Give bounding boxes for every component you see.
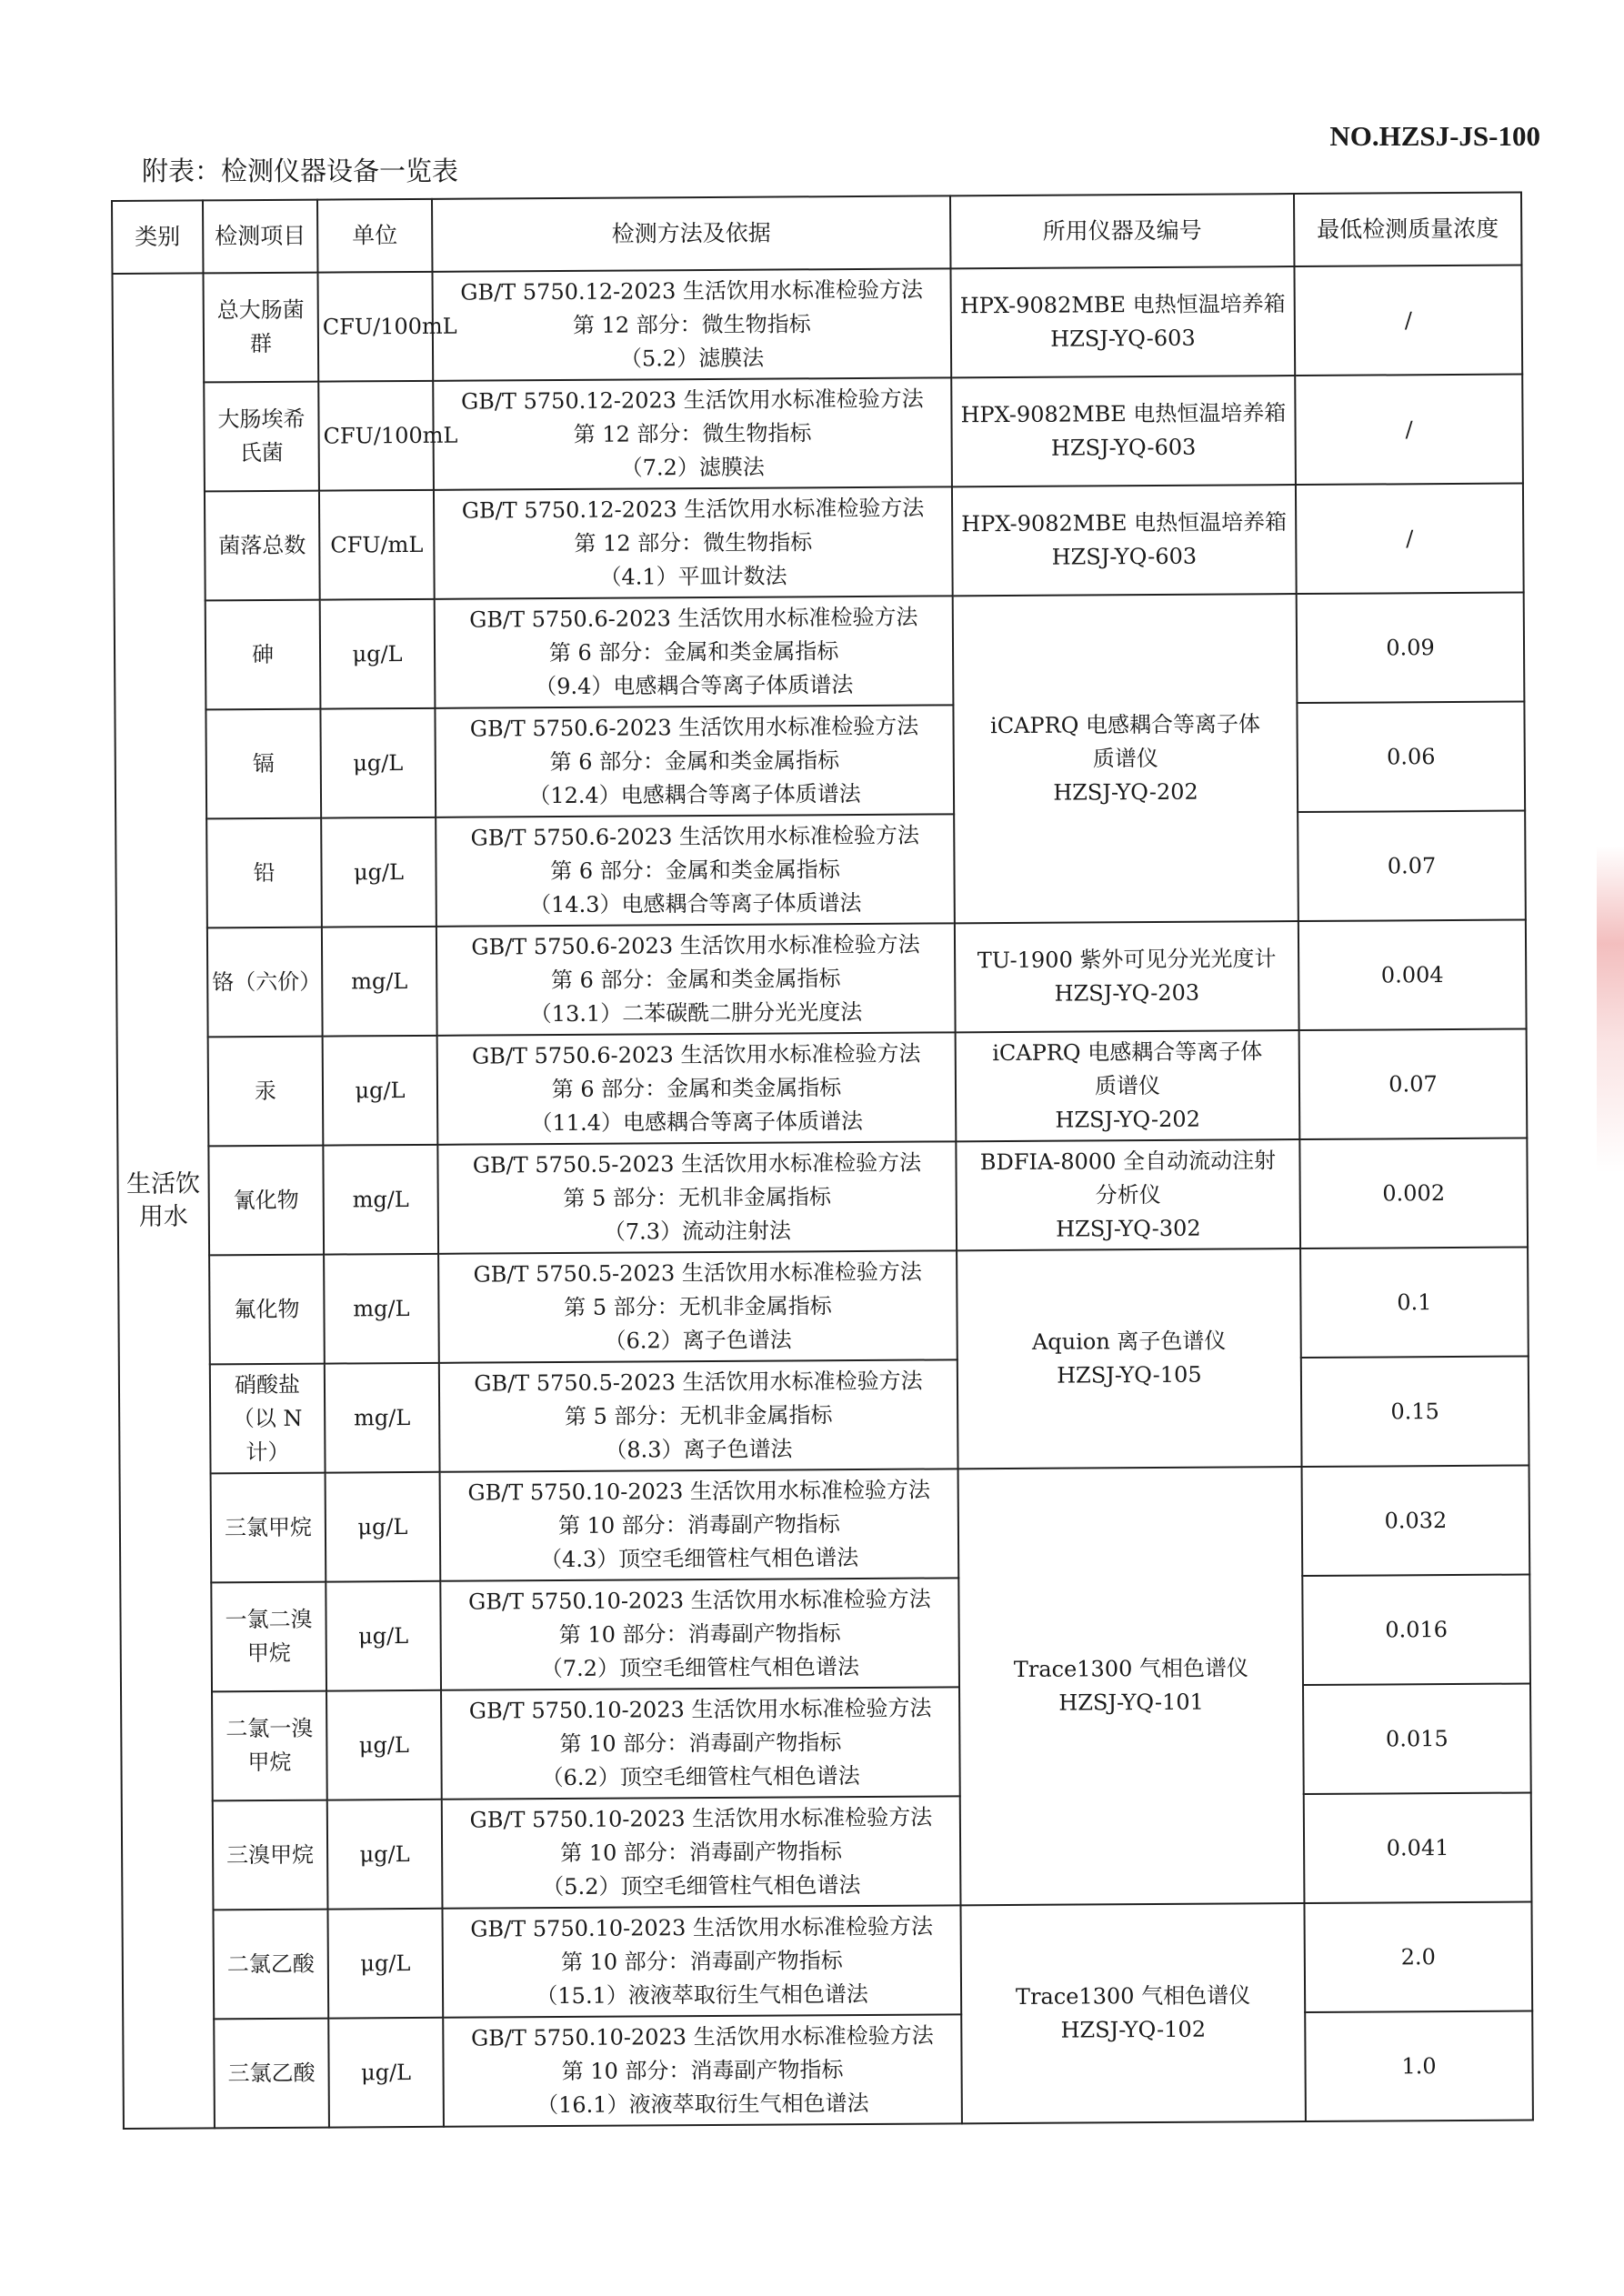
method-line: GB/T 5750.10-2023 生活饮用水标准检验方法	[470, 2022, 934, 2051]
method-line: （11.4）电感耦合等离子体质谱法	[530, 1108, 864, 1136]
table-row	[120, 1574, 1530, 1691]
item-cell: 铅	[206, 818, 322, 928]
method-cell	[442, 1905, 961, 2017]
method-line: （4.1）平皿计数法	[599, 562, 787, 590]
method-cell	[439, 1359, 958, 1471]
method-line: （7.3）流动注射法	[603, 1217, 792, 1245]
method-line: 第 12 部分：微生物指标	[572, 310, 811, 338]
method-line: 第 10 部分：消毒副产物指标	[557, 1510, 840, 1539]
method-line: 第 12 部分：微生物指标	[574, 528, 813, 556]
header-instrument: 所用仪器及编号	[950, 194, 1294, 268]
table-row	[121, 1683, 1531, 1800]
item-cell: 菌落总数	[205, 491, 320, 601]
header-method: 检测方法及依据	[432, 196, 950, 271]
limit-cell: 0.1	[1300, 1248, 1529, 1359]
method-line: 第 12 部分：微生物指标	[573, 419, 812, 447]
method-cell	[437, 1032, 957, 1144]
item-line: 硝酸盐	[234, 1371, 301, 1398]
instrument-line: HPX-9082MBE 电热恒温培养箱	[961, 509, 1288, 537]
method-cell	[436, 814, 955, 926]
method-line: （16.1）液液萃取衍生气相色谱法	[536, 2090, 869, 2118]
method-line: 第 6 部分：金属和类金属指标	[549, 747, 840, 775]
method-line: GB/T 5750.6-2023 生活饮用水标准检验方法	[469, 604, 918, 633]
method-line: （8.3）离子色谱法	[605, 1435, 793, 1463]
table-row	[116, 920, 1527, 1038]
limit-cell: 0.016	[1302, 1574, 1530, 1685]
method-line: 第 10 部分：消毒副产物指标	[560, 1838, 843, 1866]
unit-cell: μg/L	[321, 817, 436, 927]
limit-cell: 1.0	[1305, 2010, 1533, 2121]
item-cell: 氰化物	[208, 1146, 324, 1256]
method-line: 第 5 部分：无机非金属指标	[564, 1401, 833, 1429]
document-number: NO.HZSJ-JS-100	[1329, 120, 1540, 152]
instrument-line: HZSJ-YQ-105	[1057, 1361, 1202, 1389]
instrument-table-wrap	[111, 192, 1532, 2130]
unit-cell: μg/L	[327, 1800, 443, 1910]
method-line: 第 10 部分：消毒副产物指标	[561, 2056, 844, 2084]
unit-cell: μg/L	[320, 599, 436, 709]
instrument-line: HZSJ-YQ-603	[1050, 325, 1196, 352]
method-line: 第 6 部分：金属和类金属指标	[550, 965, 841, 993]
instrument-line: HZSJ-YQ-101	[1058, 1689, 1204, 1716]
method-line: GB/T 5750.10-2023 生活饮用水标准检验方法	[468, 1586, 931, 1615]
table-row	[123, 2010, 1533, 2128]
limit-cell: 0.15	[1301, 1357, 1529, 1468]
method-line: 第 6 部分：金属和类金属指标	[551, 1074, 842, 1102]
unit-cell: μg/L	[327, 1909, 443, 2019]
item-cell: 砷	[206, 600, 321, 710]
instrument-line: TU-1900 紫外可见分光光度计	[977, 946, 1277, 974]
instrument-line: Trace1300 气相色谱仪	[1015, 1982, 1251, 2010]
method-cell	[442, 1796, 961, 1908]
method-cell	[440, 1578, 959, 1689]
method-line: 第 10 部分：消毒副产物指标	[560, 1947, 843, 1975]
method-line: （7.2）顶空毛细管柱气相色谱法	[540, 1653, 860, 1681]
instrument-line: HZSJ-YQ-603	[1050, 434, 1197, 461]
category-cell: 生活饮用水	[112, 273, 214, 2129]
method-line: GB/T 5750.12-2023 生活饮用水标准检验方法	[460, 276, 923, 306]
instrument-cell	[950, 266, 1295, 377]
method-cell	[440, 1469, 959, 1580]
method-line: GB/T 5750.6-2023 生活饮用水标准检验方法	[470, 822, 920, 851]
instrument-cell	[957, 1248, 1301, 1469]
item-cell: 三氯甲烷	[211, 1473, 326, 1583]
method-cell	[436, 923, 956, 1035]
unit-cell: mg/L	[324, 1254, 439, 1364]
method-line: GB/T 5750.12-2023 生活饮用水标准检验方法	[461, 495, 925, 524]
unit-cell: μg/L	[326, 1690, 442, 1800]
method-cell	[437, 1141, 957, 1253]
table-row	[112, 266, 1522, 383]
item-cell: 一氯二溴甲烷	[211, 1582, 326, 1692]
unit-cell: μg/L	[320, 708, 436, 818]
unit-cell: CFU/mL	[319, 490, 435, 600]
unit-cell: μg/L	[326, 1472, 441, 1582]
table-row	[115, 702, 1525, 819]
method-cell	[433, 377, 952, 489]
method-line: （5.2）滤膜法	[619, 345, 765, 372]
method-line: GB/T 5750.6-2023 生活饮用水标准检验方法	[471, 931, 920, 960]
instrument-line: 质谱仪	[1092, 745, 1158, 771]
instrument-cell	[960, 1903, 1305, 2123]
header-item: 检测项目	[203, 200, 317, 274]
instrument-cell	[956, 1139, 1300, 1250]
instrument-line: HZSJ-YQ-302	[1056, 1215, 1201, 1242]
method-line: 第 10 部分：消毒副产物指标	[558, 1619, 841, 1648]
instrument-line: 质谱仪	[1094, 1072, 1161, 1098]
limit-cell: 2.0	[1304, 1901, 1532, 2012]
table-row	[117, 1138, 1528, 1256]
method-line: （6.2）顶空毛细管柱气相色谱法	[541, 1762, 860, 1790]
method-line: 第 6 部分：金属和类金属指标	[548, 637, 839, 666]
instrument-line: HPX-9082MBE 电热恒温培养箱	[959, 291, 1286, 319]
item-cell	[210, 1364, 326, 1474]
table-row	[114, 484, 1524, 601]
item-cell: 大肠埃希氏菌	[204, 382, 319, 492]
instrument-cell	[951, 376, 1296, 486]
table-row	[113, 375, 1523, 492]
seal-stamp-edge	[1597, 846, 1624, 1173]
method-line: GB/T 5750.6-2023 生活饮用水标准检验方法	[469, 713, 919, 742]
item-cell: 镉	[206, 709, 321, 819]
limit-cell: 0.09	[1297, 593, 1525, 704]
method-line: （5.2）顶空毛细管柱气相色谱法	[542, 1871, 861, 1900]
instrument-cell	[955, 921, 1299, 1032]
unit-cell: mg/L	[322, 927, 437, 1037]
limit-cell: 0.002	[1299, 1138, 1528, 1249]
item-cell: 三氯乙酸	[214, 2019, 329, 2129]
limit-cell: 0.015	[1303, 1683, 1531, 1794]
header-unit: 单位	[317, 199, 432, 273]
instrument-line: 分析仪	[1095, 1181, 1161, 1208]
method-line: GB/T 5750.5-2023 生活饮用水标准检验方法	[474, 1368, 923, 1397]
method-line: 第 10 部分：消毒副产物指标	[559, 1729, 842, 1757]
instrument-line: HZSJ-YQ-102	[1060, 2016, 1207, 2043]
unit-cell: CFU/100mL	[318, 381, 434, 491]
method-line: 第 5 部分：无机非金属指标	[564, 1292, 832, 1320]
item-cell: 二氯乙酸	[213, 1910, 328, 2020]
method-line: （15.1）液液萃取衍生气相色谱法	[536, 1980, 868, 2009]
table-row	[115, 593, 1525, 710]
instrument-line: iCAPRQ 电感耦合等离子体	[992, 1038, 1263, 1066]
instrument-cell	[953, 594, 1298, 923]
method-line: GB/T 5750.10-2023 生活饮用水标准检验方法	[470, 1913, 933, 1942]
header-limit: 最低检测质量浓度	[1294, 193, 1521, 267]
limit-cell: /	[1295, 375, 1523, 486]
instrument-line: HZSJ-YQ-202	[1055, 1106, 1201, 1133]
item-cell: 二氯一溴甲烷	[212, 1691, 327, 1801]
table-row	[119, 1357, 1529, 1474]
method-line: GB/T 5750.5-2023 生活饮用水标准检验方法	[473, 1258, 922, 1288]
table-row	[118, 1248, 1529, 1365]
method-cell	[441, 1687, 960, 1799]
method-line: （6.2）离子色谱法	[604, 1326, 792, 1354]
limit-cell: /	[1294, 266, 1522, 376]
table-row	[117, 1029, 1528, 1147]
limit-cell: 0.004	[1298, 920, 1527, 1031]
method-line: GB/T 5750.5-2023 生活饮用水标准检验方法	[472, 1149, 922, 1178]
instrument-line: BDFIA-8000 全自动流动注射	[979, 1147, 1277, 1175]
table-row	[122, 1792, 1532, 1910]
instrument-line: HZSJ-YQ-203	[1054, 979, 1200, 1007]
method-line: （14.3）电感耦合等离子体质谱法	[528, 889, 862, 917]
instrument-line: iCAPRQ 电感耦合等离子体	[990, 710, 1261, 738]
limit-cell: 0.06	[1297, 702, 1525, 813]
limit-cell: 0.041	[1304, 1792, 1532, 1903]
method-cell	[443, 2014, 962, 2126]
instrument-table	[111, 192, 1534, 2130]
item-cell: 三溴甲烷	[213, 1800, 328, 1910]
table-row	[122, 1901, 1532, 2019]
method-cell	[435, 596, 954, 707]
item-cell: 氟化物	[209, 1255, 325, 1365]
method-line: GB/T 5750.6-2023 生活饮用水标准检验方法	[471, 1040, 921, 1069]
method-line: GB/T 5750.10-2023 生活饮用水标准检验方法	[467, 1477, 931, 1506]
instrument-line: HPX-9082MBE 电热恒温培养箱	[960, 400, 1287, 428]
method-cell	[432, 268, 951, 380]
method-line: （12.4）电感耦合等离子体质谱法	[528, 780, 861, 808]
instrument-cell	[958, 1467, 1305, 1905]
method-line: （9.4）电感耦合等离子体质谱法	[535, 671, 854, 699]
unit-cell: μg/L	[326, 1581, 441, 1691]
unit-cell: μg/L	[323, 1036, 438, 1146]
method-line: （13.1）二苯碳酰二肼分光光度法	[529, 998, 863, 1027]
limit-cell: /	[1296, 484, 1524, 595]
instrument-cell	[956, 1030, 1300, 1141]
instrument-line: Trace1300 气相色谱仪	[1013, 1655, 1249, 1682]
method-line: （7.2）滤膜法	[620, 454, 765, 481]
unit-cell: mg/L	[323, 1145, 438, 1255]
method-line: （4.3）顶空毛细管柱气相色谱法	[539, 1544, 859, 1572]
instrument-line: Aquion 离子色谱仪	[1031, 1328, 1227, 1355]
limit-cell: 0.07	[1299, 1029, 1528, 1140]
method-line: GB/T 5750.10-2023 生活饮用水标准检验方法	[469, 1804, 933, 1833]
unit-cell: μg/L	[328, 2018, 444, 2128]
method-cell	[438, 1250, 957, 1362]
unit-cell: CFU/100mL	[317, 272, 433, 382]
item-line: （以 N 计）	[232, 1405, 303, 1465]
unit-cell: mg/L	[325, 1363, 440, 1473]
table-row	[120, 1465, 1530, 1582]
limit-cell: 0.032	[1302, 1465, 1530, 1576]
instrument-line: HZSJ-YQ-202	[1053, 778, 1198, 806]
method-line: 第 6 部分：金属和类金属指标	[550, 856, 840, 884]
method-cell	[434, 486, 953, 598]
limit-cell: 0.07	[1298, 811, 1526, 922]
item-cell: 铬（六价）	[207, 927, 323, 1038]
instrument-cell	[952, 485, 1297, 596]
header-category: 类别	[112, 200, 203, 274]
table-row	[115, 811, 1526, 928]
method-line: GB/T 5750.10-2023 生活饮用水标准检验方法	[468, 1695, 932, 1724]
item-cell: 总大肠菌群	[203, 273, 318, 383]
table-caption: 附表：检测仪器设备一览表	[142, 155, 459, 186]
method-cell	[435, 705, 954, 817]
item-cell: 汞	[208, 1037, 324, 1147]
method-line: 第 5 部分：无机非金属指标	[563, 1183, 832, 1211]
method-line: GB/T 5750.12-2023 生活饮用水标准检验方法	[460, 386, 924, 415]
instrument-line: HZSJ-YQ-603	[1051, 543, 1198, 570]
table-header-row	[112, 193, 1521, 274]
